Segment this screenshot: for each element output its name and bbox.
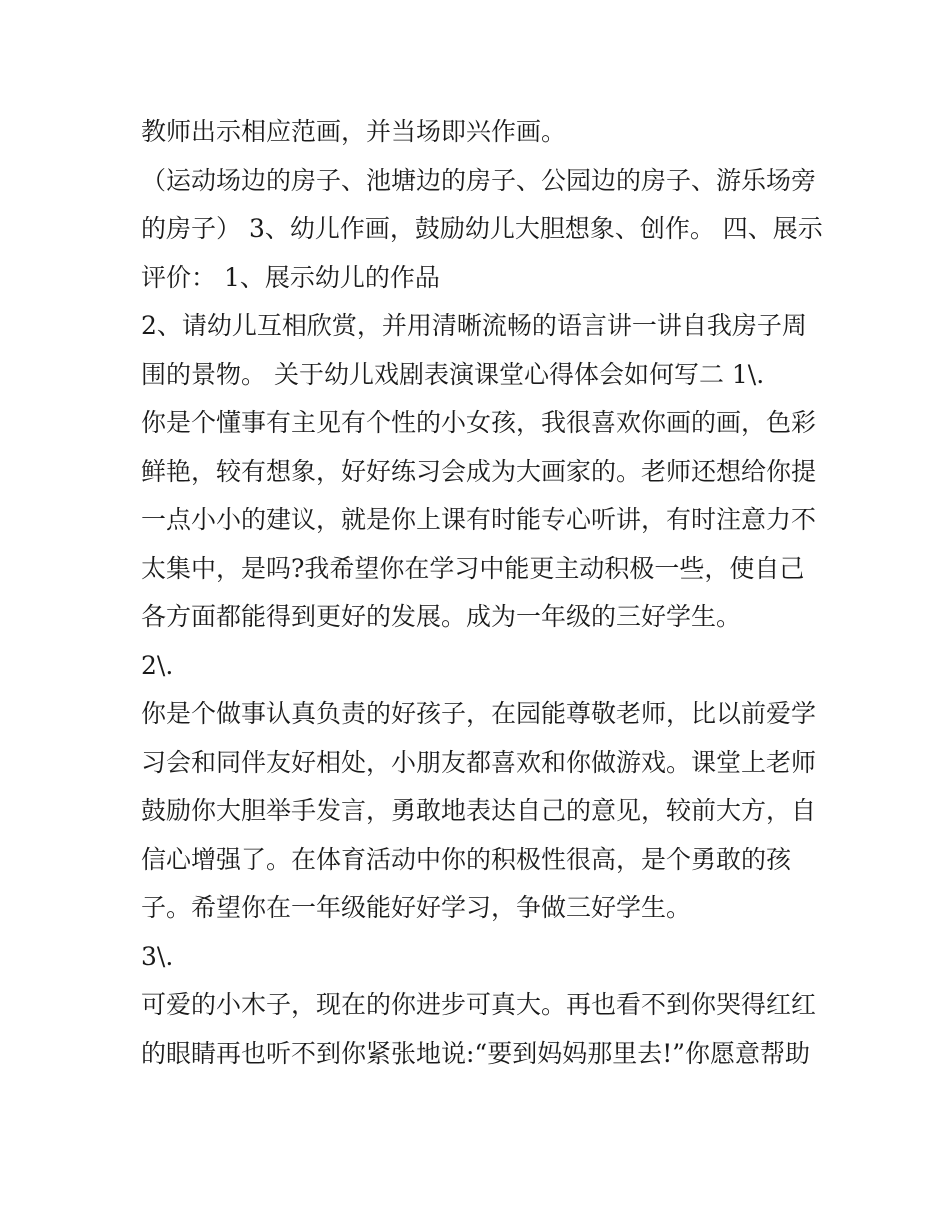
text-line: 的房子） 3、幼儿作画，鼓励幼儿大胆想象、创作。 四、展示 [141, 214, 823, 243]
text-line: 子。希望你在一年级能好好学习，争做三好学生。 [141, 893, 692, 922]
text-line: 你是个做事认真负责的好孩子，在园能尊敬老师，比以前爱学 [141, 699, 817, 728]
text-line: 可爱的小木子，现在的你进步可真大。再也看不到你哭得红红 [141, 990, 817, 1019]
text-line: 的眼睛再也听不到你紧张地说:“要到妈妈那里去!”你愿意帮助 [141, 1038, 811, 1068]
text-line: 围的景物。 关于幼儿戏剧表演课堂心得体会如何写二 1\. [141, 359, 765, 389]
text-line: 一点小小的建议，就是你上课有时能专心听讲，有时注意力不 [141, 505, 817, 534]
text-line: 教师出示相应范画，并当场即兴作画。 [141, 117, 567, 146]
text-line: 评价： 1、展示幼儿的作品 [141, 262, 440, 292]
text-line: 鲜艳，较有想象，好好练习会成为大画家的。老师还想给你提 [141, 456, 817, 486]
text-line: 各方面都能得到更好的发展。成为一年级的三好学生。 [141, 602, 742, 631]
text-line: 习会和同伴友好相处，小朋友都喜欢和你做游戏。课堂上老师 [141, 747, 817, 777]
text-line: 太集中，是吗?我希望你在学习中能更主动积极一些，使自己 [141, 553, 805, 583]
text-line: （运动场边的房子、池塘边的房子、公园边的房子、游乐场旁 [141, 165, 817, 195]
text-line: 你是个懂事有主见有个性的小女孩，我很喜欢你画的画，色彩 [141, 408, 817, 437]
section-number: 2\. [141, 650, 174, 680]
text-line: 鼓励你大胆举手发言，勇敢地表达自己的意见，较前大方，自 [141, 796, 817, 825]
document-body [141, 108, 821, 1078]
text-line: 2、请幼儿互相欣赏，并用清晰流畅的语言讲一讲自我房子周 [141, 311, 807, 340]
section-number: 3\. [141, 941, 174, 971]
text-line: 信心增强了。在体育活动中你的积极性很高，是个勇敢的孩 [141, 844, 792, 874]
